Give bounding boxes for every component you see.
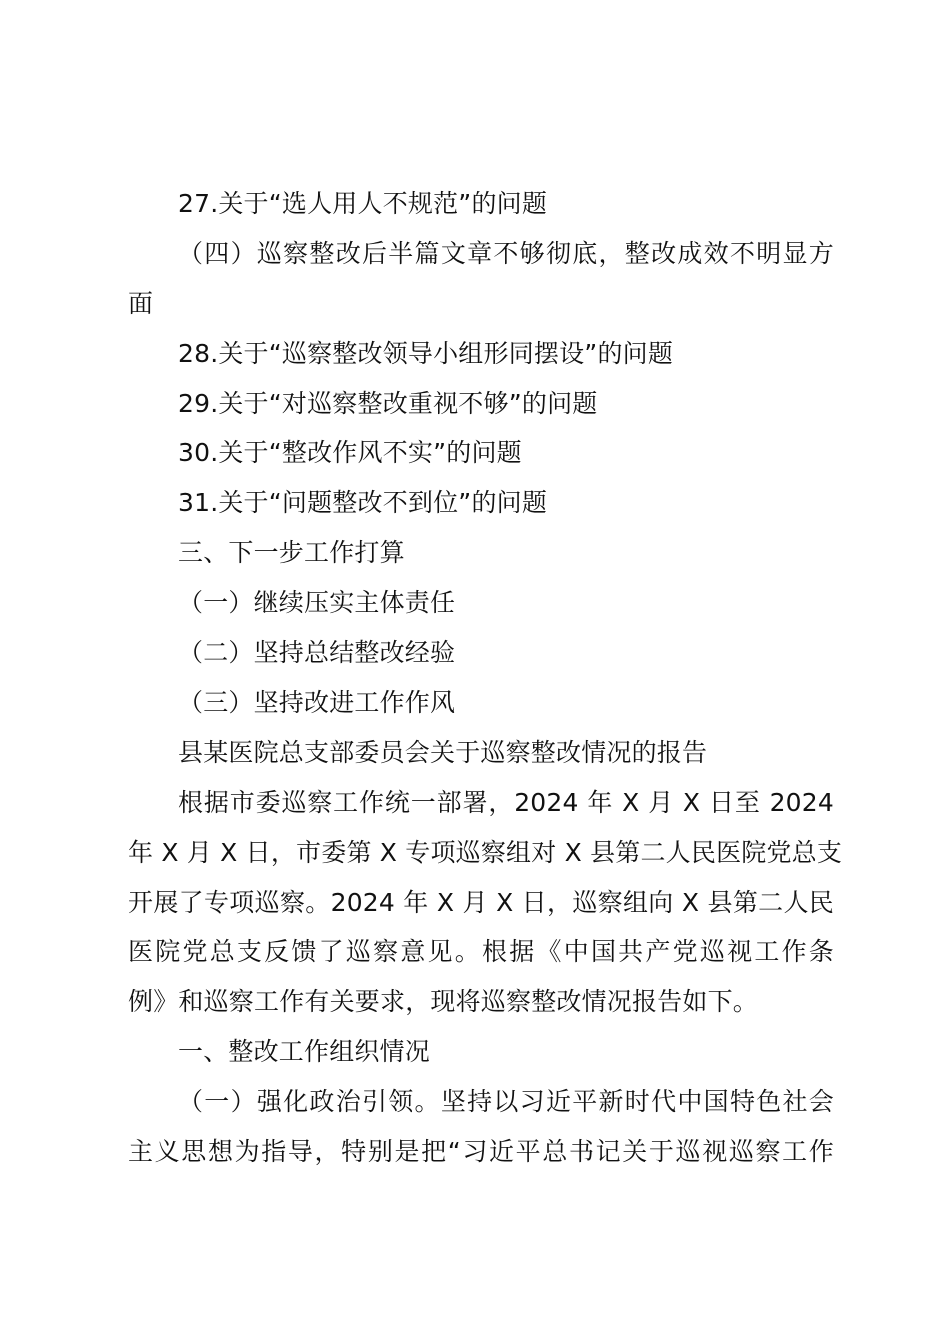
report-paragraph-line-2: 年 X 月 X 日，市委第 X 专项巡察组对 X 县第二人民医院党总支	[128, 838, 843, 867]
section-4-heading: （四）巡察整改后半篇文章不够彻底，整改成效不明显方	[178, 239, 834, 268]
item-27-selection-of-personnel: 27.关于“选人用人不规范”的问题	[178, 189, 548, 218]
report-paragraph-line-4: 医院党总支反馈了巡察意见。根据《中国共产党巡视工作条	[128, 937, 834, 966]
item-30-work-style: 30.关于“整改作风不实”的问题	[178, 438, 522, 467]
item-31-rectification-incomplete: 31.关于“问题整改不到位”的问题	[178, 488, 548, 517]
section-1-organization-heading: 一、整改工作组织情况	[178, 1037, 431, 1066]
section-3-next-steps-heading: 三、下一步工作打算	[178, 538, 405, 567]
organization-paragraph-line-2: 主义思想为指导，特别是把“习近平总书记关于巡视巡察工作	[128, 1137, 834, 1166]
report-paragraph-line-3: 开展了专项巡察。2024 年 X 月 X 日，巡察组向 X 县第二人民	[128, 888, 834, 917]
next-step-2: （二）坚持总结整改经验	[178, 638, 456, 667]
next-step-3: （三）坚持改进工作作风	[178, 688, 456, 717]
item-28-leading-group: 28.关于“巡察整改领导小组形同摆设”的问题	[178, 339, 674, 368]
section-4-heading-continued: 面	[128, 289, 154, 318]
next-step-1: （一）继续压实主体责任	[178, 588, 456, 617]
report-paragraph-line-1: 根据市委巡察工作统一部署，2024 年 X 月 X 日至 2024	[178, 788, 834, 817]
item-29-insufficient-attention: 29.关于“对巡察整改重视不够”的问题	[178, 389, 598, 418]
report-paragraph-line-5: 例》和巡察工作有关要求，现将巡察整改情况报告如下。	[128, 987, 759, 1016]
report-title: 县某医院总支部委员会关于巡察整改情况的报告	[178, 738, 708, 767]
organization-paragraph-line-1: （一）强化政治引领。坚持以习近平新时代中国特色社会	[178, 1087, 834, 1116]
